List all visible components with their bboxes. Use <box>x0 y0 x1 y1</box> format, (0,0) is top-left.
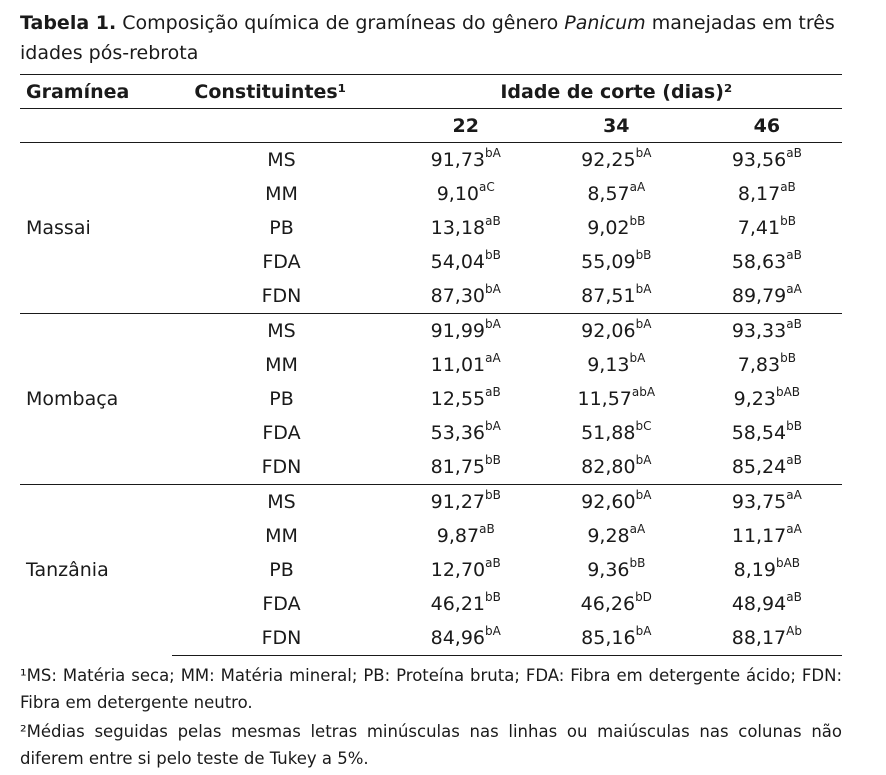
value-cell <box>391 279 541 314</box>
value-letters: aB <box>485 214 501 228</box>
value-number: 51,88 <box>581 422 636 444</box>
value-number: 11,17 <box>731 525 787 547</box>
value-number: 85,24 <box>731 456 787 478</box>
value-number: 46,26 <box>580 593 636 615</box>
value-letters: aB <box>786 590 802 604</box>
value-number: 13,18 <box>430 217 486 239</box>
value-letters: bB <box>786 419 802 433</box>
value-letters: bAB <box>775 385 801 399</box>
constituinte-cell: MS <box>267 149 296 171</box>
value-number: 87,30 <box>430 285 486 307</box>
value-letters: bB <box>485 453 501 467</box>
value-number: 92,25 <box>581 149 636 171</box>
constituinte-cell: FDA <box>262 251 301 273</box>
value-letters: bA <box>635 317 652 331</box>
value-letters: bA <box>635 453 652 467</box>
value-letters: aA <box>629 180 646 194</box>
value-number: 11,57 <box>577 388 632 410</box>
caption-genus: Panicum <box>564 12 646 34</box>
table-caption <box>20 8 842 68</box>
value-cell <box>391 314 541 349</box>
value-letters: bB <box>629 214 646 228</box>
value-letters: bA <box>485 146 501 160</box>
value-number: 8,17 <box>737 183 781 205</box>
value-cell <box>692 485 842 520</box>
value-number: 9,23 <box>733 388 776 410</box>
value-number: 88,17 <box>731 627 787 649</box>
value-letters: bB <box>780 214 796 228</box>
value-number: 92,06 <box>581 320 636 342</box>
value-number: 9,36 <box>587 559 630 581</box>
value-cell <box>692 450 842 485</box>
value-letters: bA <box>635 488 652 502</box>
value-cell <box>391 177 541 211</box>
header-idade-corte: Idade de corte (dias)² <box>500 80 733 103</box>
value-cell <box>391 450 541 485</box>
constituinte-cell: PB <box>269 217 294 239</box>
value-letters: bA <box>485 419 501 433</box>
value-letters: bA <box>485 317 501 331</box>
constituinte-cell: MM <box>265 354 298 376</box>
value-number: 11,01 <box>430 354 486 376</box>
value-number: 7,83 <box>737 354 781 376</box>
value-cell <box>692 143 842 178</box>
value-number: 46,21 <box>430 593 486 615</box>
document <box>20 8 842 774</box>
value-letters: aB <box>485 556 501 570</box>
graminea-name: Massai <box>26 217 91 239</box>
value-cell <box>692 314 842 349</box>
constituinte-cell: MM <box>265 525 298 547</box>
footnote-1: ¹MS: Matéria seca; MM: Matéria mineral; PB: Proteína bruta; FDA: Fibra em detergente ácido; FDN: Fibra em detergente neutro. <box>20 666 842 712</box>
value-number: 8,19 <box>733 559 776 581</box>
value-cell <box>391 245 541 279</box>
constituinte-cell: PB <box>269 388 294 410</box>
value-letters: aA <box>786 488 802 502</box>
composition-table <box>20 74 842 656</box>
value-number: 58,63 <box>731 251 787 273</box>
value-letters: bA <box>629 351 646 365</box>
value-letters: bD <box>635 590 652 604</box>
group-1 <box>20 314 842 485</box>
table-row <box>20 143 842 178</box>
value-cell <box>541 348 692 382</box>
value-cell <box>692 245 842 279</box>
header-row-main <box>20 75 842 109</box>
value-cell <box>541 587 692 621</box>
constituinte-cell: FDN <box>261 456 302 478</box>
value-cell <box>692 553 842 587</box>
value-cell <box>391 382 541 416</box>
caption-text-after: manejadas em três idades pós-rebrota <box>20 12 835 64</box>
value-cell <box>541 245 692 279</box>
value-letters: bB <box>635 248 652 262</box>
footnote-2: ²Médias seguidas pelas mesmas letras minúsculas nas linhas ou maiúsculas nas colunas não diferem entre si pelo teste de Tukey a 5%. <box>20 722 842 768</box>
value-cell <box>391 143 541 178</box>
value-number: 81,75 <box>430 456 486 478</box>
value-letters: bB <box>485 590 501 604</box>
value-number: 9,87 <box>436 525 480 547</box>
value-cell <box>391 416 541 450</box>
constituinte-cell: FDN <box>172 621 390 656</box>
value-cell <box>541 177 692 211</box>
value-cell <box>541 279 692 314</box>
value-cell <box>391 621 541 656</box>
header-constituintes: Constituintes¹ <box>194 80 347 103</box>
value-number: 91,99 <box>430 320 486 342</box>
constituinte-cell: MM <box>265 183 298 205</box>
value-number: 93,56 <box>731 149 787 171</box>
group-0 <box>20 143 842 314</box>
value-cell <box>391 211 541 245</box>
value-number: 53,36 <box>430 422 486 444</box>
value-number: 91,27 <box>430 491 486 513</box>
table-footnotes <box>20 662 842 772</box>
value-letters: bB <box>485 488 501 502</box>
table-row <box>20 485 842 520</box>
value-letters: aC <box>479 180 495 194</box>
constituinte-cell: FDA <box>262 422 301 444</box>
value-number: 92,60 <box>581 491 636 513</box>
value-number: 91,73 <box>430 149 486 171</box>
value-letters: bA <box>635 624 652 638</box>
value-number: 89,79 <box>731 285 787 307</box>
value-letters: bA <box>635 146 652 160</box>
value-cell <box>541 211 692 245</box>
value-cell <box>391 519 541 553</box>
value-cell <box>541 450 692 485</box>
value-number: 82,80 <box>581 456 636 478</box>
value-letters: aA <box>629 522 646 536</box>
value-letters: aB <box>786 317 802 331</box>
value-letters: bB <box>485 248 501 262</box>
header-age-22: 22 <box>452 114 479 137</box>
value-number: 12,70 <box>430 559 486 581</box>
value-cell <box>541 621 692 656</box>
value-letters: aA <box>786 282 802 296</box>
value-cell <box>541 382 692 416</box>
value-number: 9,10 <box>436 183 480 205</box>
value-letters: abA <box>631 385 656 399</box>
value-cell <box>541 519 692 553</box>
value-number: 93,33 <box>731 320 787 342</box>
constituinte-cell: FDN <box>261 285 302 307</box>
value-letters: aA <box>485 351 501 365</box>
constituinte-cell: MS <box>172 485 390 520</box>
value-letters: aB <box>780 180 796 194</box>
graminea-name: Mombaça <box>20 314 172 485</box>
value-number: 85,16 <box>581 627 636 649</box>
value-letters: bA <box>485 624 501 638</box>
value-cell <box>541 416 692 450</box>
value-cell <box>692 177 842 211</box>
constituinte-cell: MS <box>172 314 390 349</box>
value-cell <box>391 587 541 621</box>
value-number: 84,96 <box>430 627 486 649</box>
value-letters: bAB <box>775 556 801 570</box>
value-cell <box>692 587 842 621</box>
header-blank <box>172 109 390 143</box>
value-cell <box>692 416 842 450</box>
caption-text-before: Composição química de gramíneas do gênero <box>116 12 565 34</box>
value-number: 54,04 <box>430 251 486 273</box>
value-cell <box>541 485 692 520</box>
value-number: 58,54 <box>731 422 787 444</box>
value-letters: Ab <box>786 624 802 638</box>
value-number: 9,02 <box>587 217 630 239</box>
value-number: 12,55 <box>430 388 486 410</box>
value-number: 48,94 <box>731 593 787 615</box>
value-cell <box>541 553 692 587</box>
value-cell <box>391 485 541 520</box>
group-2 <box>20 485 842 656</box>
value-number: 55,09 <box>581 251 636 273</box>
value-letters: bB <box>780 351 796 365</box>
caption-label: Tabela 1. <box>20 12 117 34</box>
value-letters: aB <box>485 385 501 399</box>
header-age-34: 34 <box>603 114 630 137</box>
graminea-name: Tanzânia <box>20 485 172 656</box>
value-letters: aB <box>479 522 495 536</box>
value-letters: aB <box>786 248 802 262</box>
value-number: 8,57 <box>587 183 630 205</box>
value-cell <box>541 314 692 349</box>
header-age-46: 46 <box>753 114 781 137</box>
header-row-ages <box>20 109 842 143</box>
value-cell <box>391 553 541 587</box>
value-letters: bC <box>635 419 652 433</box>
value-letters: aB <box>786 453 802 467</box>
value-cell <box>692 519 842 553</box>
header-blank <box>20 109 172 143</box>
constituinte-cell: FDA <box>262 593 301 615</box>
constituinte-cell: PB <box>269 559 294 581</box>
value-letters: aA <box>786 522 802 536</box>
value-number: 9,28 <box>587 525 630 547</box>
value-cell <box>692 382 842 416</box>
value-cell <box>692 348 842 382</box>
value-cell <box>692 279 842 314</box>
header-graminea: Gramínea <box>26 80 130 103</box>
value-cell <box>391 348 541 382</box>
value-letters: bA <box>635 282 652 296</box>
value-number: 9,13 <box>587 354 630 376</box>
value-letters: bB <box>629 556 646 570</box>
value-letters: aB <box>786 146 802 160</box>
value-cell <box>692 211 842 245</box>
value-number: 93,75 <box>731 491 787 513</box>
value-cell <box>692 621 842 656</box>
value-cell <box>541 143 692 178</box>
value-number: 7,41 <box>737 217 781 239</box>
value-letters: bA <box>485 282 501 296</box>
value-number: 87,51 <box>581 285 636 307</box>
table-row <box>20 314 842 349</box>
